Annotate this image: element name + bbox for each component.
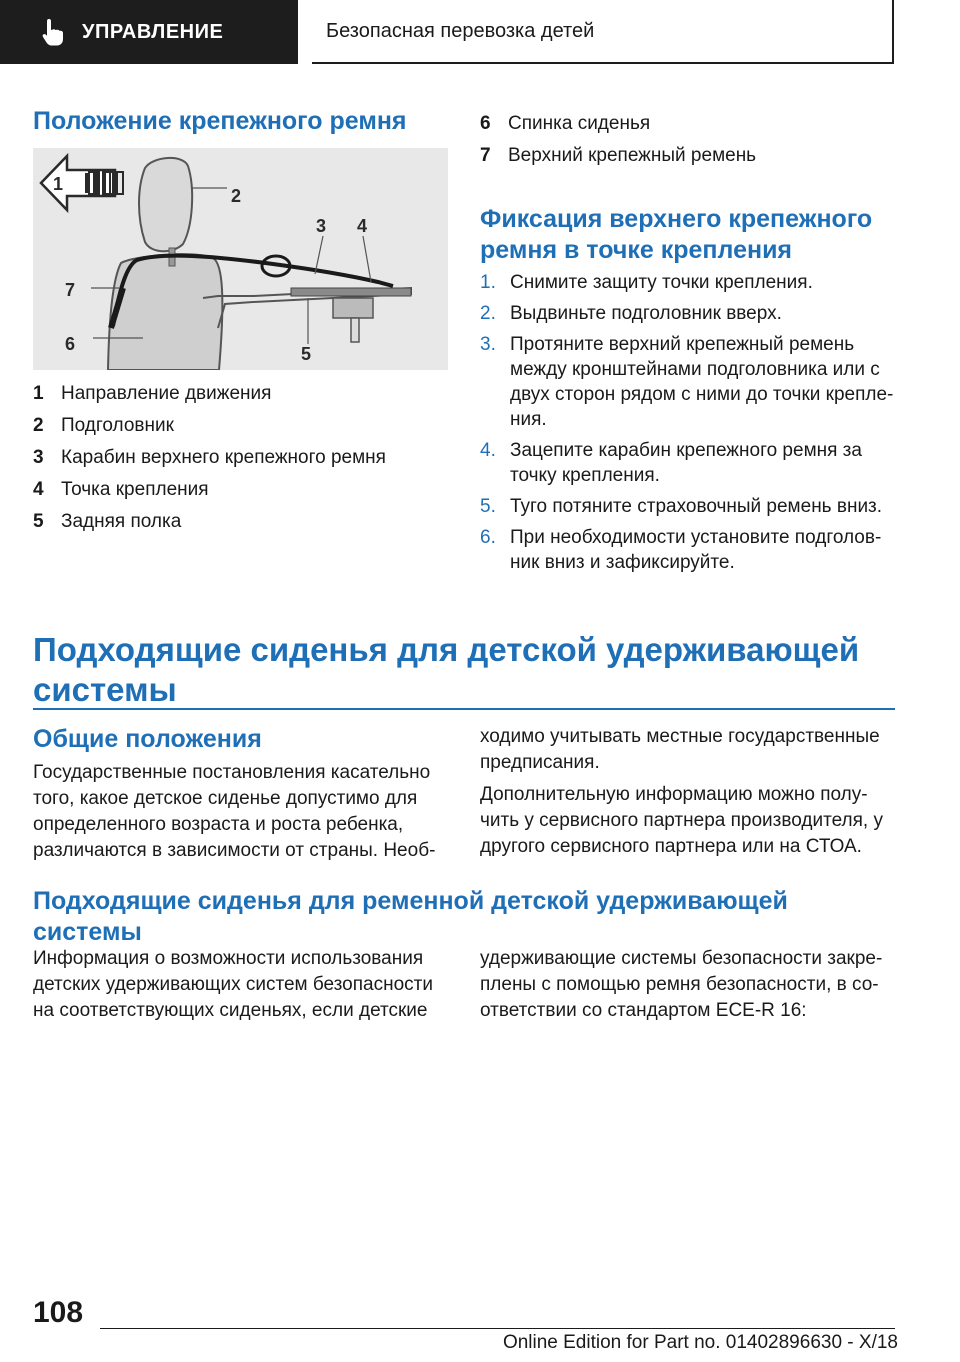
page-number: 108 <box>33 1296 84 1329</box>
list-item: 6. При необходимости установите подголов‐ник вниз и зафиксируйте. <box>480 527 882 573</box>
seat-back <box>108 254 222 370</box>
legend-item: 7 Верхний крепежный ремень <box>480 145 757 166</box>
fixation-heading: Фиксация верхнего крепежного ремня в точке крепления <box>480 205 873 264</box>
belt-illustration <box>33 148 448 370</box>
header-section-tab <box>0 0 298 64</box>
fig-label-3: 3 <box>316 216 327 236</box>
legend-item: 1 Направление движения <box>33 383 272 404</box>
fig-label-5: 5 <box>301 344 312 364</box>
list-item: 1. Снимите защиту точки крепления. <box>480 272 813 293</box>
legend-item: 3 Карабин верхнего крепежного ремня <box>33 447 386 468</box>
list-item: 5. Туго потяните страховочный ремень вниз. <box>480 496 883 517</box>
legend-item: 6 Спинка сиденья <box>480 113 651 134</box>
list-item: 2. Выдвиньте подголовник вверх. <box>480 303 782 324</box>
fig-label-4: 4 <box>357 216 368 236</box>
belt-position-heading: Положение крепежного ремня <box>33 107 407 135</box>
belt-seats-heading: Подходящие сиденья для ременной детской удерживающей системы <box>33 887 788 946</box>
belt-seats-text-left: Информация о возможности использования детских удерживающих систем безопасности на соответствующих сиденьях, если детские <box>33 948 433 1021</box>
section-title: УПРАВЛЕНИЕ <box>82 20 224 43</box>
general-text-right-2: Дополнительную информацию можно полу‐чить у сервисного партнера производителя, у другого сервисного партнера или на СТОА. <box>480 784 883 857</box>
chapter-title-box <box>312 0 894 64</box>
chapter-title: Безопасная перевозка детей <box>326 19 595 42</box>
list-item: 3. Протяните верхний крепежный ремень между кронштейнами подголовника или с двух сторон рядом с ними до точки крепле‐ния. <box>480 334 894 430</box>
fixation-steps <box>480 270 900 581</box>
suitable-seats-heading: Подходящие сиденья для детской удерживающей системы <box>33 631 860 708</box>
hand-pointer-icon <box>40 17 66 47</box>
footer-rule <box>100 1328 895 1329</box>
legend-item: 2 Подголовник <box>33 415 174 436</box>
section-divider <box>33 708 895 710</box>
general-text-right-1: ходимо учитывать местные государственные предписания. <box>480 726 880 773</box>
edition-note: Online Edition for Part no. 01402896630 - X/18 <box>502 1332 898 1353</box>
headrest <box>139 158 192 251</box>
legend-item: 5 Задняя полка <box>33 511 182 532</box>
legend-item: 4 Точка крепления <box>33 479 209 500</box>
fig-label-1: 1 <box>53 174 64 194</box>
legend-list-left <box>33 378 453 538</box>
general-text-left: Государственные постановления касательно того, какое детское сиденье допустимо для определенного возраста и роста ребенка, различаются в зависимости от страны. Необ‐ <box>33 762 436 861</box>
general-heading: Общие положения <box>33 725 262 753</box>
belt-figure <box>33 148 448 370</box>
fig-label-2: 2 <box>231 186 242 206</box>
list-item: 4. Зацепите карабин крепежного ремня за точку крепления. <box>480 440 862 486</box>
fig-label-6: 6 <box>65 334 76 354</box>
fig-label-7: 7 <box>65 280 76 300</box>
legend-list-right <box>480 108 900 172</box>
belt-seats-text-right: удерживающие системы безопасности закре‐плены с помощью ремня безопасности, в со‐ответствии со стандартом ECE-R 16: <box>480 948 883 1021</box>
